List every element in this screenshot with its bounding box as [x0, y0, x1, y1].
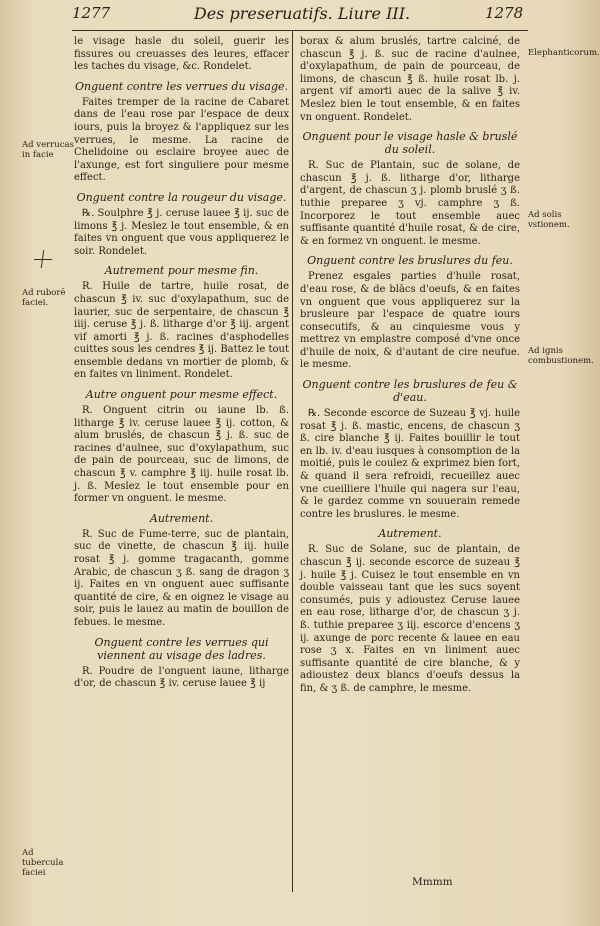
header-rule	[72, 30, 528, 31]
paragraph: R. Suc de Plantain, suc de solane, de chascun ℥ j. ß. litharge d'or, litharge d'argent, de chascun ʒ j. plomb bruslé ʒ ß. tuthie preparee ʒ vj. camphre ʒ ß. Incorporez le tout ensemble auec suffisante quantité d'huile rosat, & de cire, & en formez vn onguent. le mesme.	[300, 160, 520, 247]
handwritten-cross-mark	[34, 250, 52, 268]
section-heading: Autrement pour mesme fin.	[104, 264, 259, 278]
section-heading: Autrement.	[378, 527, 442, 541]
section-heading: Onguent contre la rougeur du visage.	[76, 190, 287, 204]
margin-note-tubercula: Ad tubercula faciei	[22, 848, 64, 878]
margin-note-verrucas: Ad verrucas in facie	[22, 140, 74, 160]
section-heading: Autrement.	[149, 511, 214, 525]
paragraph: borax & alum bruslés, tartre calciné, de chascun ℥ j. ß. suc de racine d'aulnee, d'oxylapathum, de pain de pourceau, de limons, de chascun ℥ ß. huile rosat lb. j. argent vif amorti auec de la salive ℥ iv. Meslez bien le tout ensemble, & en faites vn onguent. Rondelet.	[300, 36, 520, 123]
paragraph: R. Suc de Solane, suc de plantain, de chascun ℥ ij. seconde escorce de suzeau ℥ j. huile ℥ j. Cuisez le tout ensemble en vn double vaisseau tant que les sucs soyent consumés, puis y adioustez Ceruse lauee en eau rose, litharge d'or, de chascun ʒ j. ß. tuthie preparee ʒ iij. escorce d'encens ʒ ij. axunge de porc recente & lauee en eau rose ʒ x. Faites en vn liniment auec suffisante quantité de cire blanche, & y adioustez deux blancs d'oeufs dessus la fin, & ʒ ß. de camphre, le mesme.	[300, 544, 520, 694]
paragraph: ℞. Seconde escorce de Suzeau ℥ vj. huile rosat ℥ j. ß. mastic, encens, de chascun ʒ ß. cire blanche ℥ ij. Faites bouillir le tout en lb. iv. d'eau iusques à consomption de la moitié, puis le coulez & exprimez bien fort, & quand il sera refroidi, recueillez auec vne cueilliere l'huile qui nagera sur l'eau, & le gardez comme vn souuerain remede contre les bruslures. le mesme.	[300, 408, 520, 520]
section-heading: Onguent contre les bruslures de feu & d'eau.	[302, 378, 518, 405]
section-heading: Onguent contre les bruslures du feu.	[307, 254, 513, 268]
left-column	[74, 36, 289, 695]
page-number-right: 1278	[485, 4, 524, 22]
paragraph: R. Onguent citrin ou iaune lb. ß. litharge ℥ iv. ceruse lauee ℥ ij. cotton, & alum bruslés, de chascun ℥ j. ß. suc de racines d'aulnee, suc d'oxylapathum, suc de pain de pourceau, suc de limons, de chascun ℥ v. camphre ℥ iij. huile rosat lb. j. ß. Meslez le tout ensemble pour en former vn onguent. le mesme.	[74, 405, 289, 505]
column-divider	[292, 30, 293, 892]
margin-note-solis: Ad solis vstionem.	[528, 210, 570, 230]
running-title: Des preseruatifs. Liure III.	[193, 4, 411, 23]
paragraph: R. Huile de tartre, huile rosat, de chascun ℥ iv. suc d'oxylapathum, suc de laurier, suc de serpentaire, de chascun ℥ iiij. ceruse ℥ j. ß. litharge d'or ℥ iij. argent vif amorti ℥ j. ß. racines d'asphodelles cuittes sous les cendres ℥ ij. Battez le tout ensemble dedans vn mortier de plomb, & en faites vn liniment. Rondelet.	[74, 281, 289, 381]
paragraph: Prenez esgales parties d'huile rosat, d'eau rose, & de blācs d'oeufs, & en faites vn onguent que vous appliquerez sur la brusleure par l'espace de quatre iours consecutifs, & au cinquiesme vous y mettrez vn emplastre composé d'vne once d'huile de noix, & d'autant de cire neufue. le mesme.	[300, 271, 520, 371]
section-heading: Onguent pour le visage hasle & bruslé du soleil.	[302, 130, 518, 157]
section-heading: Autre onguent pour mesme effect.	[85, 388, 278, 402]
margin-note-ruborem: Ad ruborē faciei.	[22, 288, 66, 308]
section-heading: Onguent contre les verrues du visage.	[74, 79, 289, 93]
page-number-left: 1277	[72, 4, 111, 22]
margin-note-elephanticorum: Elephanticorum.	[528, 48, 600, 58]
paragraph: R. Suc de Fume-terre, suc de plantain, suc de vinette, de chascun ℥ iij. huile rosat ℥ j. gomme tragacanth, gomme Arabic, de chascun ʒ ß. sang de dragon ʒ ij. Faites en vn onguent auec suffisante quantité de cire, & en oignez le visage au soir, puis le lauez au matin de bouillon de febues. le mesme.	[74, 528, 289, 628]
paragraph: Faites tremper de la racine de Cabaret dans de l'eau rose par l'espace de deux iours, puis la broyez & l'appliquez sur les verrues, le mesme. La racine de Chelidoine ou esclaire broyee auec de l'axunge, est fort singuliere pour mesme effect.	[74, 96, 289, 184]
paragraph: R. Poudre de l'onguent iaune, litharge d'or, de chascun ℥ iv. ceruse lauee ℥ ij	[74, 665, 289, 690]
paragraph: le visage hasle du soleil, guerir les fissures ou creuasses des leures, effacer les taches du visage, &c. Rondelet.	[74, 36, 289, 73]
paragraph: ℞. Soulphre ℥ j. ceruse lauee ℥ ij. suc de limons ℥ j. Meslez le tout ensemble, & en faites vn onguent que vous appliquerez le soir. Rondelet.	[74, 207, 289, 257]
margin-note-ignis: Ad ignis combustionem.	[528, 346, 594, 366]
right-column	[300, 36, 520, 700]
section-heading: Onguent contre les verrues qui viennent au visage des ladres.	[94, 635, 269, 662]
catchword: Mmmm	[412, 876, 453, 888]
